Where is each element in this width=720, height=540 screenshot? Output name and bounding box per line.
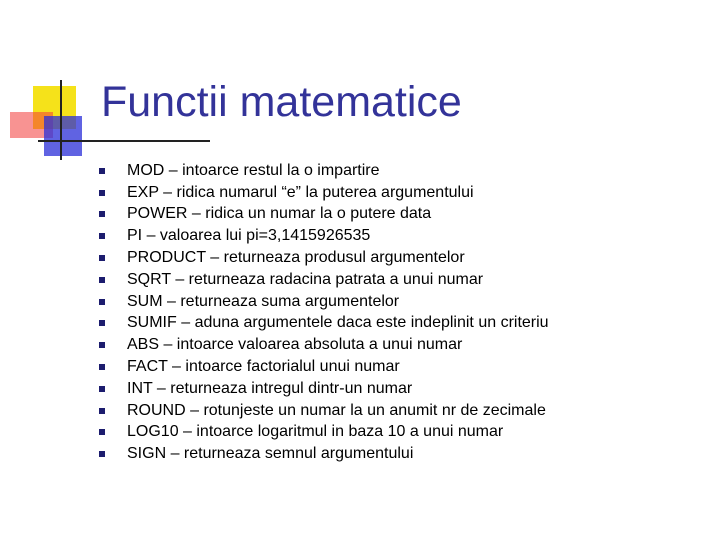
list-item-text: PI – valoarea lui pi=3,1415926535 — [127, 227, 371, 245]
list-item — [99, 160, 549, 182]
list-item — [99, 378, 549, 400]
square-bullet-icon — [99, 233, 105, 239]
list-item-text: SUMIF – aduna argumentele daca este indeplinit un criteriu — [127, 314, 549, 332]
square-bullet-icon — [99, 364, 105, 370]
list-item-text: SQRT – returneaza radacina patrata a unui numar — [127, 270, 484, 288]
square-bullet-icon — [99, 255, 105, 261]
square-bullet-icon — [99, 408, 105, 414]
square-bullet-icon — [99, 386, 105, 392]
square-bullet-icon — [99, 320, 105, 326]
list-item-text: SUM – returneaza suma argumentelor — [127, 292, 400, 310]
list-item — [99, 356, 549, 378]
list-item-text: PRODUCT – returneaza produsul argumentelor — [127, 249, 465, 267]
list-item — [99, 182, 549, 204]
list-item-text: INT – returneaza intregul dintr-un numar — [127, 379, 413, 397]
square-bullet-icon — [99, 299, 105, 305]
list-item-text: LOG10 – intoarce logaritmul in baza 10 a unui numar — [127, 423, 504, 441]
list-item — [99, 247, 549, 269]
list-item — [99, 291, 549, 313]
function-list — [99, 160, 549, 465]
list-item-text: ABS – intoarce valoarea absoluta a unui numar — [127, 336, 463, 354]
list-item-text: ROUND – rotunjeste un numar la un anumit nr de zecimale — [127, 401, 546, 419]
list-item-text: SIGN – returneaza semnul argumentului — [127, 445, 414, 463]
list-item — [99, 400, 549, 422]
list-item-text: MOD – intoarce restul la o impartire — [127, 161, 380, 179]
square-bullet-icon — [99, 429, 105, 435]
list-item — [99, 269, 549, 291]
decor-blue-square — [44, 116, 82, 156]
list-item — [99, 422, 549, 444]
list-item — [99, 443, 549, 465]
square-bullet-icon — [99, 190, 105, 196]
slide-title: Functii matematice — [101, 78, 462, 126]
list-item — [99, 334, 549, 356]
list-item-text: POWER – ridica un numar la o putere data — [127, 205, 432, 223]
list-item — [99, 204, 549, 226]
square-bullet-icon — [99, 451, 105, 457]
decor-horizontal-line — [38, 140, 210, 142]
square-bullet-icon — [99, 277, 105, 283]
list-item-text: EXP – ridica numarul “e” la puterea argumentului — [127, 183, 474, 201]
list-item — [99, 313, 549, 335]
square-bullet-icon — [99, 342, 105, 348]
decor-vertical-line — [60, 80, 62, 160]
list-item-text: FACT – intoarce factorialul unui numar — [127, 358, 400, 376]
square-bullet-icon — [99, 168, 105, 174]
square-bullet-icon — [99, 211, 105, 217]
list-item — [99, 225, 549, 247]
